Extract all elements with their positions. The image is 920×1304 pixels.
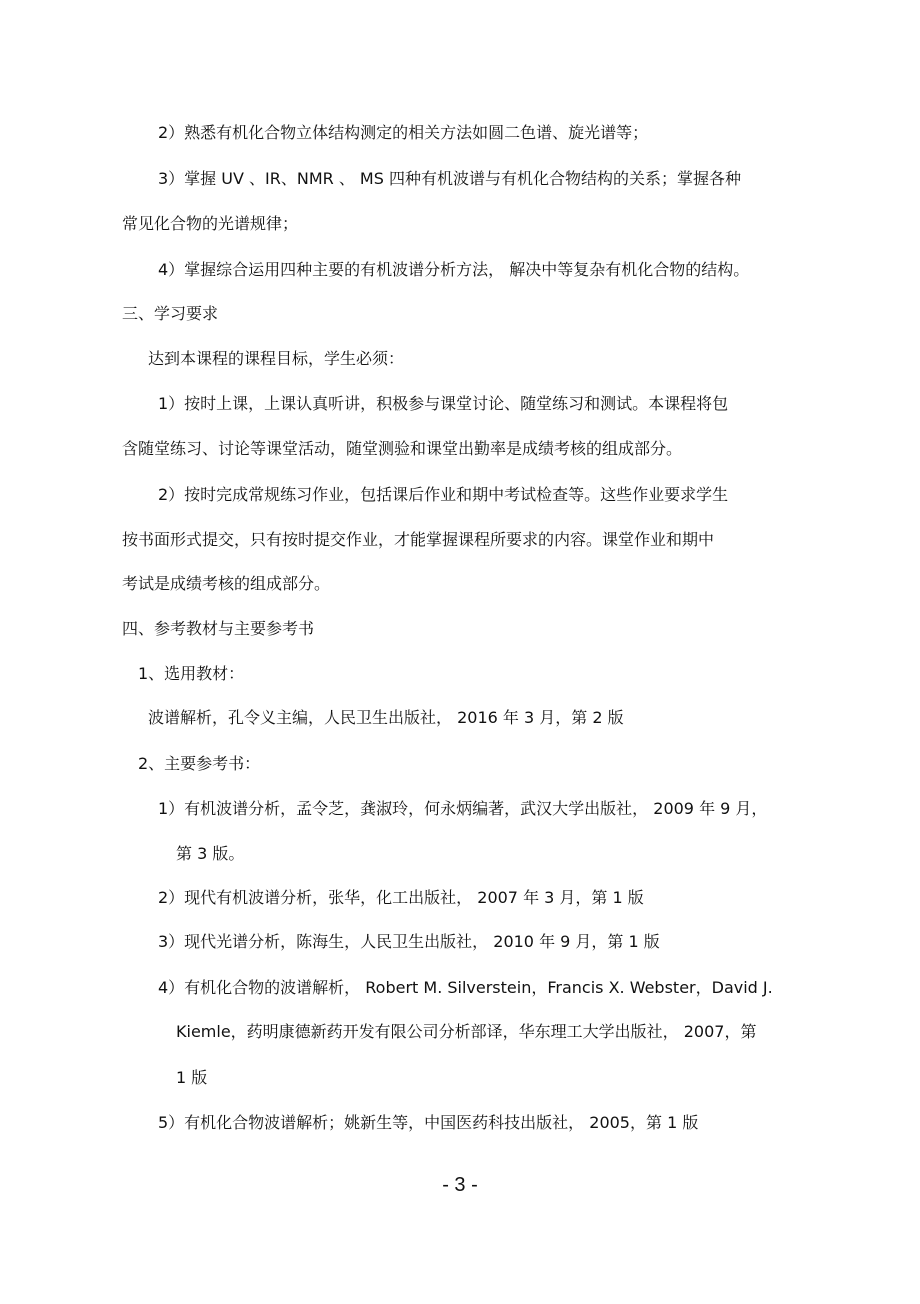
- reference-1-line-1: 1）有机波谱分析，孟令芝，龚淑玲，何永炳编著，武汉大学出版社， 2009 年 9 月，: [158, 799, 768, 818]
- reference-3: 3）现代光谱分析，陈海生，人民卫生出版社， 2010 年 9 月，第 1 版: [158, 932, 660, 951]
- section-3-intro: 达到本课程的课程目标，学生必须：: [148, 349, 405, 368]
- requirement-1-line-2: 含随堂练习、讨论等课堂活动，随堂测验和课堂出勤率是成绩考核的组成部分。: [122, 439, 683, 458]
- reference-4-line-2: Kiemle，药明康德新药开发有限公司分析部译，华东理工大学出版社， 2007，第: [176, 1022, 757, 1041]
- goal-3-line-1: 3）掌握 UV 、IR、NMR 、 MS 四种有机波谱与有机化合物结构的关系；掌握各种: [158, 169, 741, 188]
- goal-2: 2）熟悉有机化合物立体结构测定的相关方法如圆二色谱、旋光谱等；: [158, 123, 649, 142]
- goal-4: 4）掌握综合运用四种主要的有机波谱分析方法， 解决中等复杂有机化合物的结构。: [158, 260, 750, 279]
- reference-4-line-1: 4）有机化合物的波谱解析， Robert M. Silverstein，Francis X. Webster，David J.: [158, 978, 773, 997]
- requirement-1-line-1: 1）按时上课，上课认真听讲，积极参与课堂讨论、随堂练习和测试。本课程将包: [158, 394, 729, 413]
- page-number: - 3 -: [442, 1174, 478, 1196]
- goal-3-line-2: 常见化合物的光谱规律；: [122, 214, 299, 233]
- reference-4-line-3: 1 版: [176, 1068, 208, 1087]
- textbook-entry: 波谱解析，孔令义主编，人民卫生出版社， 2016 年 3 月，第 2 版: [148, 708, 624, 727]
- section-4-heading: 四、参考教材与主要参考书: [122, 619, 315, 638]
- reference-2: 2）现代有机波谱分析，张华，化工出版社， 2007 年 3 月，第 1 版: [158, 888, 644, 907]
- reference-1-line-2: 第 3 版。: [176, 844, 245, 863]
- references-label: 2、主要参考书：: [138, 754, 261, 773]
- reference-5: 5）有机化合物波谱解析；姚新生等，中国医药科技出版社， 2005，第 1 版: [158, 1113, 699, 1132]
- requirement-2-line-1: 2）按时完成常规练习作业，包括课后作业和期中考试检查等。这些作业要求学生: [158, 485, 729, 504]
- requirement-2-line-3: 考试是成绩考核的组成部分。: [122, 574, 331, 593]
- requirement-2-line-2: 按书面形式提交，只有按时提交作业，才能掌握课程所要求的内容。课堂作业和期中: [122, 530, 715, 549]
- section-3-heading: 三、学习要求: [122, 304, 219, 323]
- textbook-label: 1、选用教材：: [138, 664, 245, 683]
